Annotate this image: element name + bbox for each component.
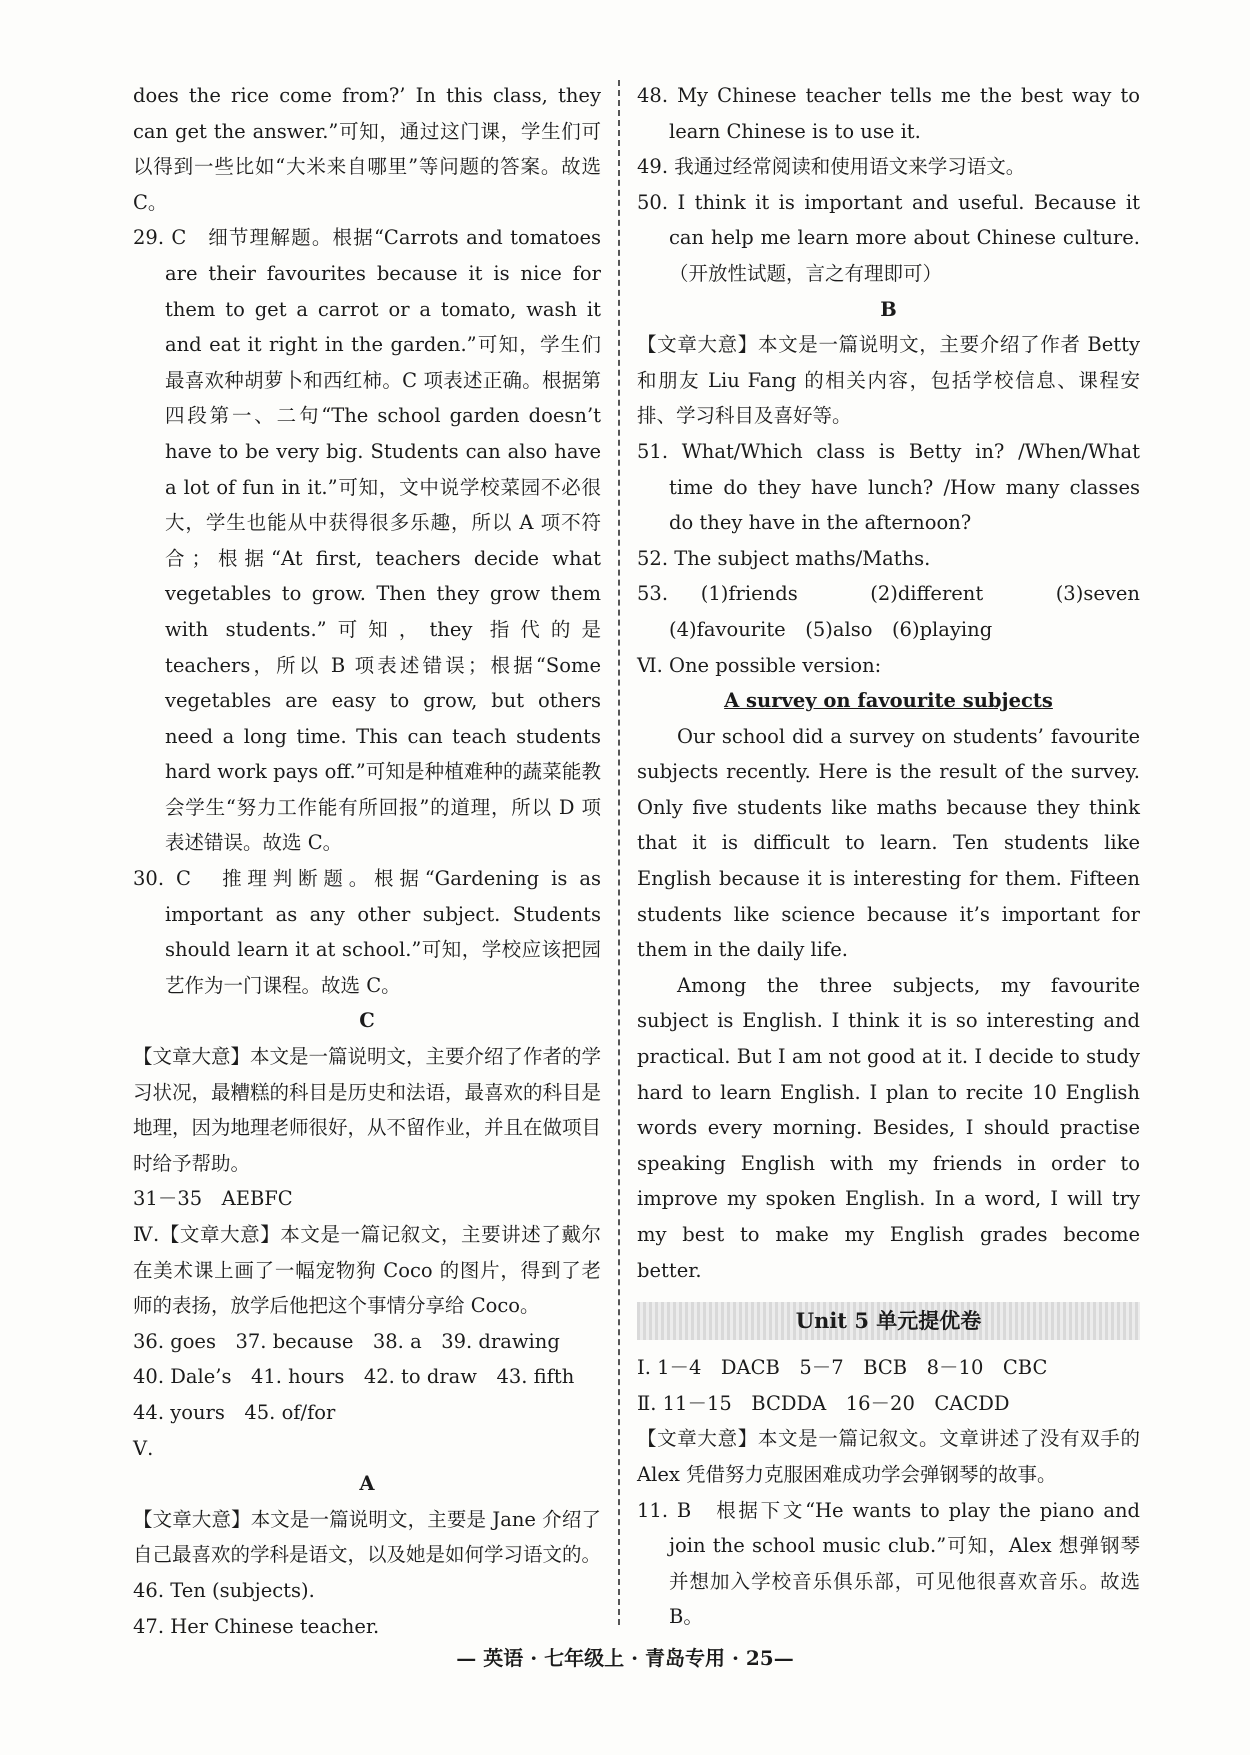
b-summary: 【文章大意】本文是一篇说明文，主要介绍了作者 Betty 和朋友 Liu Fang 的相关内容，包括学校信息、课程安排、学习科目及喜好等。 xyxy=(637,333,1140,428)
q30: 30. C 推理判断题。根据“Gardening is as important as any other subject. Students should learn it at school.”可知，学校应该把园艺作为一门课程。故选 C。 xyxy=(133,867,601,997)
q50: 50. I think it is important and useful. Because it can help me learn more about Chinese culture.（开放性试题，言之有理即可） xyxy=(637,190,1140,285)
u1: Ⅰ. 1－4 DACB 5－7 BCB 8－10 CBC xyxy=(637,1356,1048,1380)
q36: 36. goes 37. because 38. a 39. drawing xyxy=(133,1329,560,1353)
p6: Ⅵ. One possible version: xyxy=(637,653,882,677)
u-summary: 【文章大意】本文是一篇记叙文。文章讲述了没有双手的 Alex 凭借努力克服困难成功学会弹钢琴的故事。 xyxy=(637,1427,1140,1486)
q29: 29. C 细节理解题。根据“Carrots and tomatoes are their favourites because it is nice for them to get a carrot or a tomato, wash it and eat it right in the garden.”可知，学生们最喜欢种胡萝卜和西红柿。C 项表述正确。根据第四段第一、二句“The school garden doesn’t have to be very big. Students can also have a lot of fun in it.”可知，文中说学校菜园不必很大，学生也能从中获得很多乐趣，所以 A 项不符合；根据“At first, teachers decide what vegetables to grow. Then they grow them with students.”可知，they 指代的是 teachers，所以 B 项表述错误；根据“Some vegetables are easy to grow, but others need a long time. This can teach students hard work pays off.”可知是种植难种的蔬菜能教会学生“努力工作能有所回报”的道理，所以 D 项表述错误。故选 C。 xyxy=(133,226,601,855)
q28c: does the rice come from?’ In this class, they can get the answer.”可知，通过这门课，学生们可以得到一些比如“大米来自哪里”等问题的答案。故选 C。 xyxy=(133,84,601,214)
secA: A xyxy=(359,1472,375,1496)
secB: B xyxy=(880,297,897,321)
p4: Ⅳ.【文章大意】本文是一篇记叙文，主要讲述了戴尔在美术课上画了一幅宠物狗 Coco 的图片，得到了老师的表扬，放学后他把这个事情分享给 Coco。 xyxy=(133,1223,601,1318)
essay2: Among the three subjects, my favourite subject is English. I think it is so interesting and practical. But I am not good at it. I decide to study hard to learn English. I plan to recite 10 English words every morning. Besides, I should practise speaking English with my friends in order to improve my spoken English. In a word, I will try my best to make my English grades become better. xyxy=(637,973,1140,1282)
q11: 11. B 根据下文“He wants to play the piano and join the school music club.”可知，Alex 想弹钢琴并想加入学校音乐俱乐部，可见他很喜欢音乐。故选 B。 xyxy=(637,1498,1140,1629)
q44: 44. yours 45. of/for xyxy=(133,1400,336,1424)
q31: 31－35 AEBFC xyxy=(133,1187,293,1211)
left-column xyxy=(133,78,601,1644)
a-summary: 【文章大意】本文是一篇说明文，主要是 Jane 介绍了自己最喜欢的学科是语文，以及她是如何学习语文的。 xyxy=(133,1507,602,1567)
secC: C xyxy=(359,1009,375,1033)
q40: 40. Dale’s 41. hours 42. to draw 43. fifth xyxy=(133,1365,575,1389)
c-summary: 【文章大意】本文是一篇说明文，主要介绍了作者的学习状况，最糟糕的科目是历史和法语，最喜欢的科目是地理，因为地理老师很好，从不留作业，并且在做项目时给予帮助。 xyxy=(133,1045,602,1175)
u2: Ⅱ. 11－15 BCDDA 16－20 CACDD xyxy=(637,1391,1010,1415)
q47: 47. Her Chinese teacher. xyxy=(133,1614,380,1638)
q49: 49. 我通过经常阅读和使用语文来学习语文。 xyxy=(637,155,1026,179)
q48: 48. My Chinese teacher tells me the best way to learn Chinese is to use it. xyxy=(637,84,1140,143)
q51: 51. What/Which class is Betty in? /When/What time do they have lunch? /How many classes do they have in the afternoon? xyxy=(637,439,1140,535)
q52: 52. The subject maths/Maths. xyxy=(637,546,931,570)
right-column xyxy=(637,78,1160,1635)
unit5: Unit 5 单元提优卷 xyxy=(637,1302,1140,1340)
q53: 53. (1)friends (2)different (3)seven (4)favourite (5)also (6)playing xyxy=(637,582,1160,641)
column-divider xyxy=(618,80,620,1625)
p5: Ⅴ. xyxy=(133,1436,154,1460)
page-footer: — 英语 · 七年级上 · 青岛专用 · 25— xyxy=(456,1646,794,1670)
q46: 46. Ten (subjects). xyxy=(133,1578,315,1602)
essay-title: A survey on favourite subjects xyxy=(724,689,1053,713)
essay1: Our school did a survey on students’ favourite subjects recently. Here is the result of the survey. Only five students like maths because they think that it is difficult to learn. Ten students like English because it is interesting for them. Fifteen students like science because it’s important for them in the daily life. xyxy=(637,724,1140,962)
